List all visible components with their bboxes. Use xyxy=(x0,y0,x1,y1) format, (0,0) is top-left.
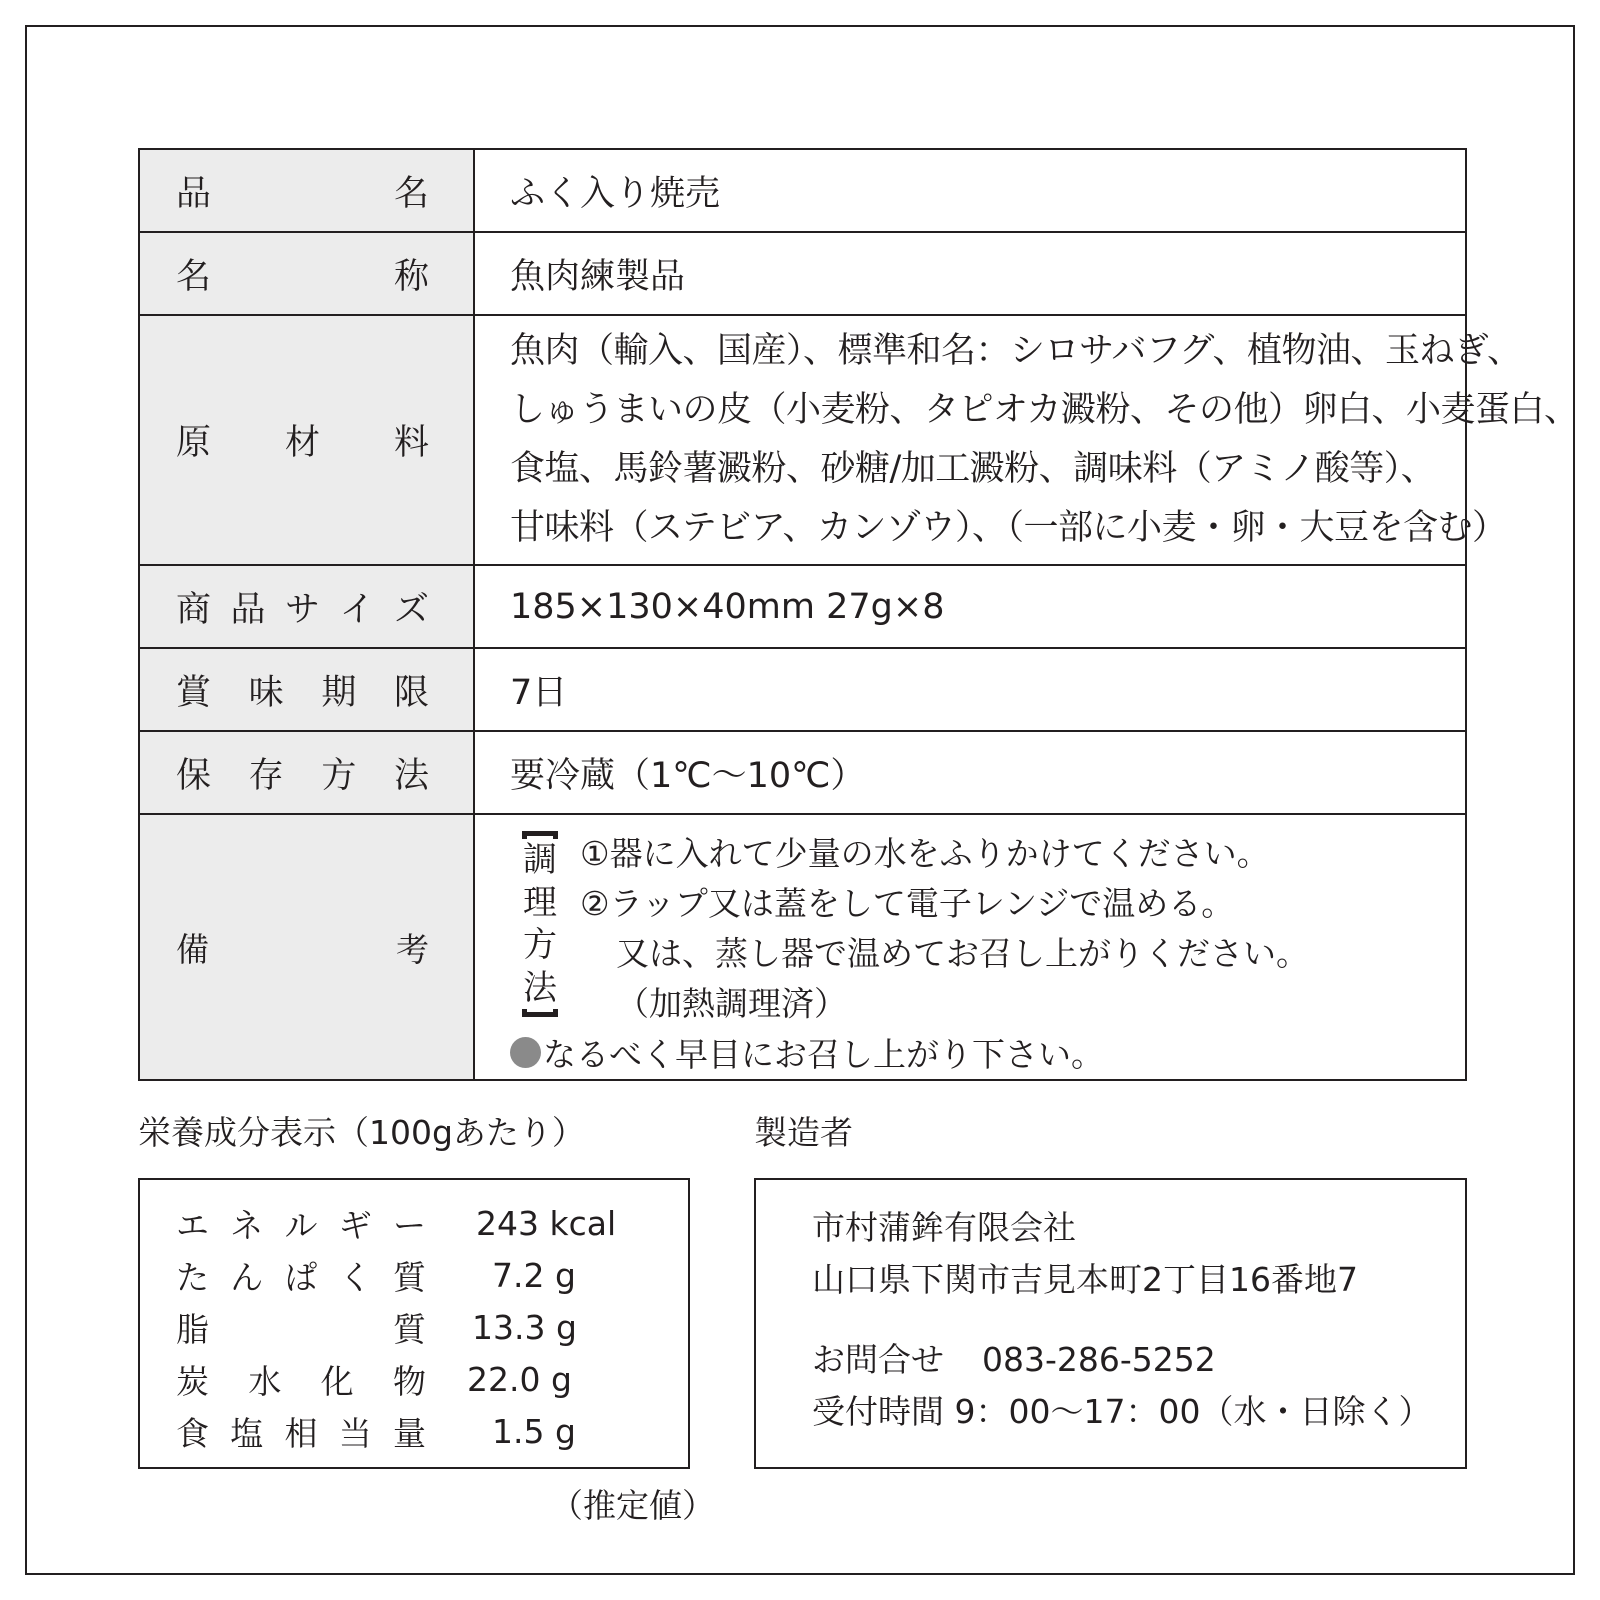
ingredients-value xyxy=(474,315,1579,565)
spec-label-cell xyxy=(139,232,474,315)
label-char: 味 xyxy=(248,672,284,713)
spec-row-remarks xyxy=(139,814,1466,1080)
consume-note-text: なるべく早目にお召し上がり下さい。 xyxy=(543,1035,1104,1074)
label-char: 材 xyxy=(284,423,320,463)
spec-label-cell xyxy=(139,315,474,565)
spec-label-cell xyxy=(139,648,474,731)
label-char: 期 xyxy=(321,672,357,713)
label-char: 水 xyxy=(248,1361,282,1401)
contact-line xyxy=(812,1334,1216,1381)
label-char: 法 xyxy=(393,755,429,796)
spec-row-shelf-life xyxy=(139,648,1466,731)
nutrition-row xyxy=(176,1250,576,1300)
business-hours: 受付時間 9：00～17：00（水・日除く） xyxy=(812,1392,1432,1431)
label-char: 備 xyxy=(176,929,209,969)
label-char: ズ xyxy=(393,589,429,630)
cooking-steps xyxy=(580,829,1309,1029)
cooking-step: 又は、蒸し器で温めてお召し上がりください。 xyxy=(616,934,1309,973)
label-char: ー xyxy=(393,1205,426,1245)
contact-label: お問合せ xyxy=(812,1340,944,1379)
ingredients-line: 魚肉（輸入、国産）、標準和名：シロサバフグ、植物油、玉ねぎ、 xyxy=(510,331,1522,371)
label-char: く xyxy=(338,1257,372,1297)
label-char: 考 xyxy=(396,929,429,969)
company-name: 市村蒲鉾有限会社 xyxy=(812,1208,1076,1247)
heading-char: 理 xyxy=(523,882,557,923)
nutrition-row xyxy=(176,1354,572,1404)
label-char: ぱ xyxy=(284,1257,318,1297)
label-char: 質 xyxy=(393,1309,426,1349)
label-char: ギ xyxy=(338,1205,372,1245)
label-char: 相 xyxy=(284,1413,318,1453)
label-char: 保 xyxy=(176,755,212,796)
nutrition-value: 13.3 g xyxy=(472,1307,577,1347)
bullet-dot-icon xyxy=(510,1037,541,1068)
ingredients-line: 食塩、馬鈴薯澱粉、砂糖/加工澱粉、調味料（アミノ酸等）、 xyxy=(510,449,1436,489)
label-char: 品 xyxy=(230,589,266,630)
label-char: エ xyxy=(176,1205,209,1245)
cooking-method-heading xyxy=(522,831,558,1017)
product-name-value: ふく入り焼売 xyxy=(474,149,1466,232)
nutrition-row xyxy=(176,1302,577,1352)
cooking-step: （加熱調理済） xyxy=(616,984,847,1023)
spec-row-storage xyxy=(139,731,1466,814)
spec-row-size xyxy=(139,565,1466,648)
spec-row-product-name xyxy=(139,149,1466,232)
heading-char: 方 xyxy=(523,925,557,966)
label-char: ネ xyxy=(230,1205,264,1245)
phone-number: 083-286-5252 xyxy=(982,1340,1216,1379)
label-char: 脂 xyxy=(176,1309,209,1349)
spec-row-ingredients xyxy=(139,315,1466,565)
label-char: 料 xyxy=(393,423,429,463)
label-char: 名 xyxy=(176,256,212,297)
bracket-top xyxy=(522,831,558,839)
label-char: 名 xyxy=(393,173,429,214)
label-char: 賞 xyxy=(176,672,212,713)
shelf-life-value: 7日 xyxy=(474,648,1466,731)
category-value: 魚肉練製品 xyxy=(474,232,1466,315)
spec-label-cell xyxy=(139,814,474,1080)
manufacturer-box xyxy=(754,1178,1467,1469)
product-spec-table xyxy=(138,148,1579,1081)
label-char: 当 xyxy=(338,1413,372,1453)
consume-note xyxy=(510,1029,1104,1076)
label-char: ん xyxy=(230,1257,264,1297)
ingredients-line: しゅうまいの皮（小麦粉、タピオカ澱粉、その他）卵白、小麦蛋白、 xyxy=(510,390,1579,430)
spec-label-cell xyxy=(139,149,474,232)
label-char: 炭 xyxy=(176,1361,209,1401)
remarks-value xyxy=(474,814,1466,1080)
label-char: 食 xyxy=(176,1413,209,1453)
storage-value: 要冷蔵（1℃～10℃） xyxy=(474,731,1466,814)
spec-label-cell xyxy=(139,565,474,648)
label-char: 称 xyxy=(393,256,429,297)
spec-label-cell xyxy=(139,731,474,814)
heading-char: 法 xyxy=(523,967,557,1008)
label-char: 存 xyxy=(248,755,284,796)
label-char: 塩 xyxy=(230,1413,264,1453)
label-char: 量 xyxy=(393,1413,426,1453)
nutrition-row xyxy=(176,1198,617,1248)
nutrition-box xyxy=(138,1178,690,1469)
nutrition-value: 7.2 g xyxy=(492,1255,576,1295)
ingredients-line: 甘味料（ステビア、カンゾウ）、（一部に小麦・卵・大豆を含む） xyxy=(510,508,1507,548)
nutrition-value: 22.0 g xyxy=(467,1359,572,1399)
size-value: 185×130×40mm 27g×8 xyxy=(474,565,1466,648)
nutrition-value: 243 kcal xyxy=(476,1203,617,1243)
label-char: 限 xyxy=(393,672,429,713)
label-char: 商 xyxy=(176,589,212,630)
company-address: 山口県下関市吉見本町2丁目16番地7 xyxy=(812,1260,1358,1299)
nutrition-title: 栄養成分表示（100gあたり） xyxy=(138,1113,585,1152)
cooking-step: ①器に入れて少量の水をふりかけてください。 xyxy=(580,834,1270,873)
label-char: 質 xyxy=(393,1257,426,1297)
manufacturer-title: 製造者 xyxy=(754,1113,853,1152)
estimate-note: （推定値） xyxy=(550,1486,715,1525)
heading-char: 調 xyxy=(523,840,557,881)
cooking-step: ②ラップ又は蓋をして電子レンジで温める。 xyxy=(580,884,1235,923)
label-char: 品 xyxy=(176,173,212,214)
label-char: 方 xyxy=(321,755,357,796)
label-char: た xyxy=(176,1257,209,1297)
label-char: 原 xyxy=(176,423,212,463)
spec-row-category xyxy=(139,232,1466,315)
label-char: イ xyxy=(339,589,375,630)
label-char: 物 xyxy=(392,1361,426,1401)
label-char: サ xyxy=(284,589,320,630)
bracket-bottom xyxy=(522,1009,558,1017)
nutrition-row xyxy=(176,1406,576,1456)
label-char: ル xyxy=(284,1205,318,1245)
label-char: 化 xyxy=(320,1361,354,1401)
nutrition-value: 1.5 g xyxy=(492,1411,576,1451)
